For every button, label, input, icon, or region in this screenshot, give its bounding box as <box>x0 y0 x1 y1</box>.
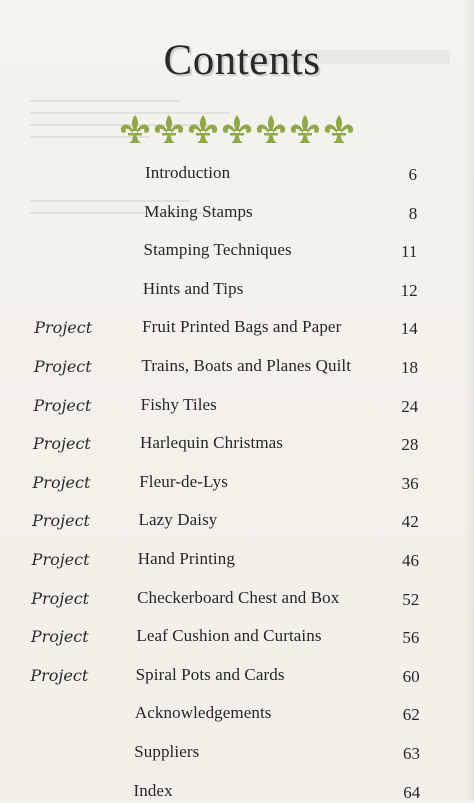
toc-page-number: 36 <box>401 473 419 493</box>
toc-page-number: 24 <box>401 396 419 416</box>
project-label: Project <box>32 511 90 531</box>
toc-entry-title: Introduction <box>145 163 231 182</box>
toc-entry-title: Fishy Tiles <box>140 394 217 414</box>
toc-page-number: 42 <box>401 512 419 532</box>
toc-entry-title: Stamping Techniques <box>143 240 292 260</box>
fleur-de-lys-ornament <box>118 113 356 145</box>
project-label: Project <box>33 357 92 376</box>
fleur-de-lys-icon <box>291 115 319 143</box>
project-label: Project <box>34 318 93 338</box>
toc-page-number: 11 <box>401 242 418 262</box>
page-title: Contents <box>163 37 321 84</box>
project-label: Project <box>30 627 89 647</box>
toc-entry-title: Leaf Cushion and Curtains <box>136 626 322 646</box>
toc-entry-title: Fleur-de-Lys <box>139 471 228 491</box>
toc-entry-title: Making Stamps <box>144 201 253 221</box>
toc-entry-title: Checkerboard Chest and Box <box>137 587 340 607</box>
toc-page-number: 62 <box>402 705 420 725</box>
toc-entry-title: Harlequin Christmas <box>139 433 284 453</box>
fleur-de-lys-icon <box>325 115 353 143</box>
toc-page-number: 64 <box>403 782 421 802</box>
toc-entry-title: Fruit Printed Bags and Paper <box>142 317 342 337</box>
toc-entry-title: Spiral Pots and Cards <box>135 664 285 684</box>
fleur-de-lys-icon <box>189 115 217 143</box>
toc-entry-title: Hand Printing <box>137 549 235 568</box>
toc-page-number: 12 <box>400 280 418 300</box>
fleur-de-lys-icon <box>155 115 183 143</box>
toc-page-number: 6 <box>408 165 417 184</box>
project-label: Project <box>32 472 91 492</box>
toc-page-number: 14 <box>400 319 418 339</box>
fleur-de-lys-icon <box>257 115 285 143</box>
toc-page-number: 56 <box>402 628 420 648</box>
toc-entry-title: Lazy Daisy <box>138 510 218 530</box>
project-label: Project <box>33 395 92 415</box>
project-label: Project <box>31 550 90 569</box>
toc-page-number: 60 <box>402 666 420 686</box>
fleur-de-lys-icon <box>223 115 251 143</box>
toc-entry-title: Acknowledgements <box>134 703 272 723</box>
page-gutter-shadow <box>464 0 474 800</box>
toc-entry-title: Trains, Boats and Planes Quilt <box>141 356 352 375</box>
fleur-de-lys-icon <box>121 115 149 143</box>
project-label: Project <box>32 434 91 454</box>
toc-page-number: 63 <box>403 744 420 763</box>
toc-page-number: 18 <box>401 358 418 377</box>
project-label: Project <box>31 588 90 608</box>
toc-entry-title: Suppliers <box>134 742 200 761</box>
toc-page-number: 28 <box>401 435 419 455</box>
toc-entry-title: Hints and Tips <box>142 278 244 298</box>
project-label: Project <box>30 665 89 685</box>
toc-entry-title: Index <box>133 780 173 800</box>
toc-page-number: 46 <box>402 551 419 570</box>
toc-page-number: 8 <box>408 203 418 223</box>
toc-page-number: 52 <box>402 589 420 609</box>
